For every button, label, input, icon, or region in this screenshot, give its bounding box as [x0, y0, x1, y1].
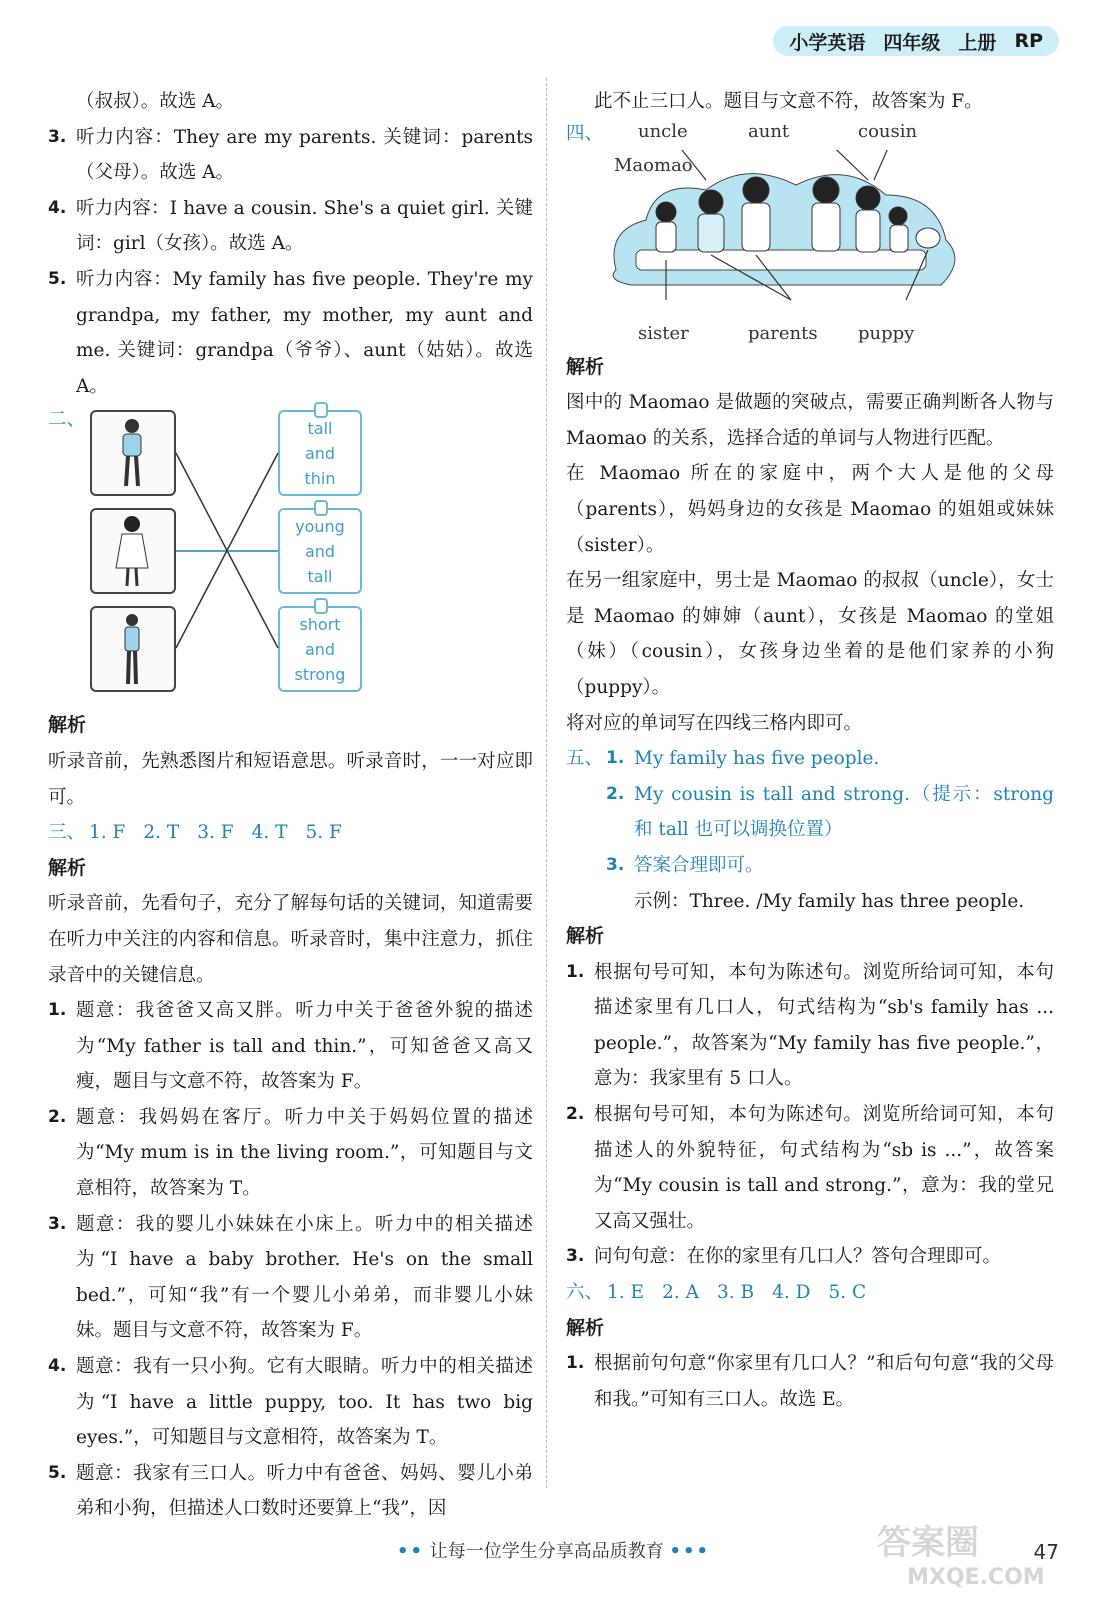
- analysis-text: 在 Maomao 所在的家庭中，两个大人是他的父母（parents），妈妈身边的女孩是 Maomao 的姐姐或妹妹（sister）。: [566, 463, 1054, 556]
- list-item: 5. 听力内容：My family has five people. They're my grandpa, my father, my mother, my aunt and me. 关键词：grandpa（爷爷）、aunt（姑姑）。故选 A。: [48, 268, 533, 397]
- watermark-url: MXQE.COM: [907, 1565, 1045, 1590]
- list-item: 3. 问句句意：在你的家里有几口人？答句合理即可。: [566, 1246, 1002, 1268]
- list-item: 4. 听力内容：I have a cousin. She's a quiet girl. 关键词：girl（女孩）。故选 A。: [48, 197, 533, 255]
- label-aunt: aunt: [748, 120, 790, 142]
- analysis-heading: 解析: [48, 714, 87, 737]
- watermark-text: 答案圈: [877, 1523, 979, 1563]
- header-subject: 小学英语: [789, 31, 866, 54]
- list-item: 3. 题意：我的婴儿小妹妹在小床上。听力中的相关描述为“I have a baby brother. He's on the small bed.”，可知“我”有一个婴儿小弟弟，而非婴儿小妹妹。题目与文意不符，故答案为 F。: [48, 1213, 533, 1342]
- family-illustration: [606, 150, 966, 320]
- label-parents: parents: [748, 322, 818, 344]
- list-item: 4. 题意：我有一只小狗。它有大眼睛。听力中的相关描述为“I have a little puppy, too. It has two big eyes.”，可知题目与文意相符，故答案为 T。: [48, 1356, 533, 1449]
- label-uncle: uncle: [638, 120, 688, 142]
- analysis-text: 将对应的单词写在四线三格内即可。: [566, 712, 863, 734]
- section-5: 五、 1. My family has five people. 2. My cousin is tall and strong.（提示：strong 和 tall 也可以调换位置） 3. 答案合理即可。 示例：Three. /My family has three people.: [566, 741, 1054, 919]
- continued-text: 此不止三口人。题目与文意不符，故答案为 F。: [594, 91, 983, 112]
- example-text: 示例：Three. /My family has three people.: [634, 890, 1025, 912]
- dots-icon: ••: [397, 1541, 425, 1562]
- list-item: 3. 答案合理即可。: [606, 854, 764, 876]
- section-4-label: 四、: [566, 122, 604, 144]
- column-divider: [546, 78, 547, 1488]
- phrase-card-1: tall and thin: [278, 410, 362, 496]
- list-item: 5. 题意：我家有三口人。听力中有爸爸、妈妈、婴儿小弟弟和小狗，但描述人口数时还要算上“我”，因: [48, 1462, 533, 1520]
- dots-icon: •••: [669, 1541, 710, 1562]
- page-number: 47: [1033, 1540, 1059, 1564]
- analysis-heading: 解析: [48, 856, 87, 879]
- section-3-answers: 三、 1. F 2. T 3. F 4. T 5. F: [48, 822, 342, 844]
- matching-lines: [48, 408, 533, 708]
- list-item: 2. My cousin is tall and strong.（提示：strong 和 tall 也可以调换位置）: [606, 783, 1054, 841]
- watermark-logo: [867, 1512, 1097, 1592]
- list-item: 2. 题意：我妈妈在客厅。听力中关于妈妈位置的描述为“My mum is in the living room.”，可知题目与文意相符，故答案为 T。: [48, 1106, 533, 1200]
- phrase-card-2: young and tall: [278, 508, 362, 594]
- analysis-heading: 解析: [566, 355, 605, 378]
- list-item: 1. My family has five people.: [606, 748, 880, 770]
- family-figure: [566, 120, 1054, 350]
- analysis-heading: 解析: [566, 925, 605, 948]
- list-item: 1. 题意：我爸爸又高又胖。听力中关于爸爸外貌的描述为“My father is tall and thin.”，可知爸爸又高又瘦，题目与文意不符，故答案为 F。: [48, 1000, 533, 1093]
- list-item: 2. 根据句号可知，本句为陈述句。浏览所给词可知，本句描述人的外貌特征，句式结构为“sb is ...”，故答案为“My cousin is tall and strong.”，意为：我的堂兄又高又强壮。: [566, 1104, 1054, 1232]
- label-sister: sister: [638, 322, 689, 344]
- right-column: [566, 84, 1054, 1417]
- continued-text: （叔叔）。故选 A。: [76, 91, 234, 112]
- label-maomao: Maomao: [614, 154, 693, 176]
- list-item: 1. 根据前句句意“你家里有几口人？”和后句句意“我的父母和我。”可知有三口人。故选 E。: [566, 1353, 1054, 1410]
- analysis-heading: 解析: [566, 1316, 605, 1339]
- label-cousin: cousin: [858, 120, 918, 142]
- header-volume: 上册: [958, 31, 997, 54]
- header-grade: 四年级: [883, 31, 941, 54]
- phrase-card-3: short and strong: [278, 606, 362, 692]
- section-2-label: 二、: [48, 409, 86, 431]
- list-item: 1. 根据句号可知，本句为陈述句。浏览所给词可知，本句描述家里有几口人，句式结构为“sb's family has ... people.”，故答案为“My family has five people.”，意为：我家里有 5 口人。: [566, 961, 1054, 1090]
- analysis-text: 听录音前，先熟悉图片和短语意思。听录音时，一一对应即可。: [48, 750, 533, 808]
- label-puppy: puppy: [858, 322, 915, 344]
- header-edition: RP: [1014, 30, 1043, 52]
- footer-slogan: 让每一位学生分享高品质教育: [429, 1541, 664, 1562]
- analysis-text: 图中的 Maomao 是做题的突破点，需要正确判断各人物与 Maomao 的关系，选择合适的单词与人物进行匹配。: [566, 392, 1054, 449]
- analysis-text: 在另一组家庭中，男士是 Maomao 的叔叔（uncle），女士是 Maomao 的婶婶（aunt），女孩是 Maomao 的堂姐（妹）（cousin），女孩身边坐着的是他们家养的小狗（puppy）。: [566, 570, 1054, 698]
- analysis-text: 听录音前，先看句子，充分了解每句话的关键词，知道需要在听力中关注的内容和信息。听录音时，集中注意力，抓住录音中的关键信息。: [48, 893, 533, 986]
- matching-figure: [48, 408, 533, 708]
- page-header: [773, 26, 1059, 56]
- list-item: 3. 听力内容：They are my parents. 关键词：parents（父母）。故选 A。: [48, 126, 533, 184]
- left-column: [48, 84, 533, 1527]
- section-6-answers: 六、 1. E 2. A 3. B 4. D 5. C: [566, 1282, 867, 1304]
